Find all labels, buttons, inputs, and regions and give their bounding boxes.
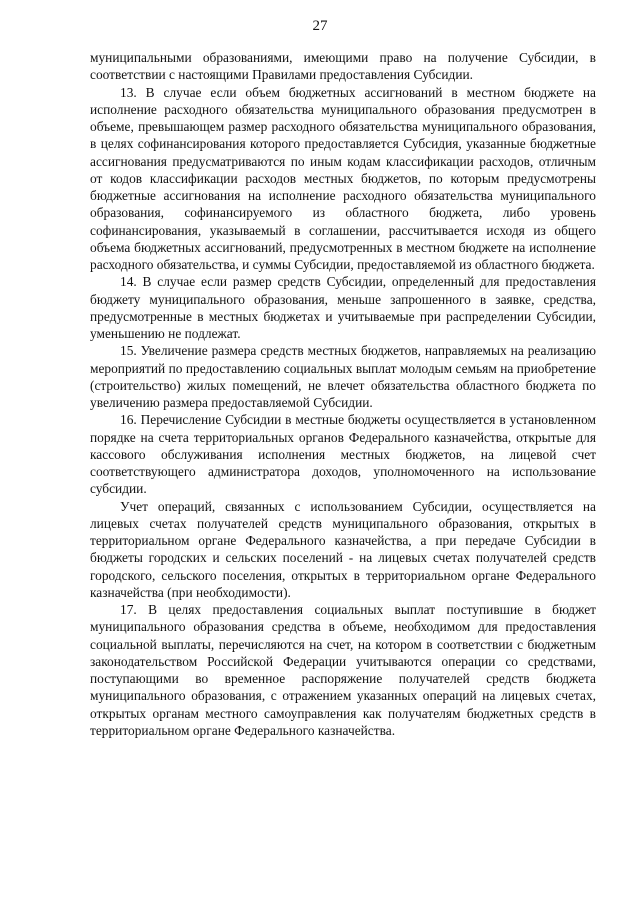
paragraph-continuation: муниципальными образованиями, имеющими право на получение Субсидии, в соответствии с настоящими Правилами предоставления Субсидии. (90, 50, 596, 83)
document-body (90, 49, 596, 739)
paragraph-16: 16. Перечисление Субсидии в местные бюджеты осуществляется в установленном порядке на счета территориальных органов Федерального казначейства, открытые для кассового обслуживания исполнения местных бюджетов, на лицевой счет соответствующего администратора доходов, уполномоченного на использование субсидии. (90, 412, 596, 497)
paragraph-17: 17. В целях предоставления социальных выплат поступившие в бюджет муниципального образования средства в объеме, необходимом для предоставления социальной выплаты, перечисляются на счет, на котором в соответствии с бюджетным законодательством Российской Федерации учитываются операции со средствами, поступающими во временное распоряжение получателей средств бюджета муниципального образования, с отражением указанных операций на лицевых счетах, открытых органам местного самоуправления как получателям бюджетных средств в территориальном органе Федерального казначейства. (90, 602, 596, 738)
paragraph-14: 14. В случае если размер средств Субсидии, определенный для предоставления бюджету муниципального образования, меньше запрошенного в заявке, средства, предусмотренные в местных бюджетах и учитываемые при распределении Субсидии, уменьшению не подлежат. (90, 274, 596, 341)
page-number: 27 (312, 18, 328, 34)
paragraph-15: 15. Увеличение размера средств местных бюджетов, направляемых на реализацию мероприятий по предоставлению социальных выплат молодым семьям на приобретение (строительство) жилых помещений, не влечет обязательства областного бюджета по увеличению размера предоставляемой Субсидии. (90, 343, 596, 410)
paragraph-13: 13. В случае если объем бюджетных ассигнований в местном бюджете на исполнение расходного обязательства муниципального образования предусмотрен в объеме, превышающем размер расходного обязательства муниципального образования, в целях софинансирования которого предоставляется Субсидия, указанные бюджетные ассигнования предусматриваются по иным кодам классификации расходов, отличным от кодов классификации расходов местных бюджетов, по которым предусмотрены бюджетные ассигнования на исполнение расходного обязательства муниципального образования, софинансируемого из областного бюджета, либо уровень софинансирования, указываемый в соглашении, рассчитывается исходя из общего объема бюджетных ассигнований, предусмотренных в местном бюджете на исполнение расходного обязательства, и суммы Субсидии, предоставляемой из областного бюджета. (90, 84, 596, 272)
paragraph-16-accounting: Учет операций, связанных с использованием Субсидии, осуществляется на лицевых счетах получателей средств муниципального образования, открытых в территориальном органе Федерального казначейства, а при передаче Субсидии в бюджеты городских и сельских поселений - на лицевых счетах получателей средств городского, сельского поселения, открытых в территориальном органе Федерального казначейства (при необходимости). (90, 498, 596, 600)
